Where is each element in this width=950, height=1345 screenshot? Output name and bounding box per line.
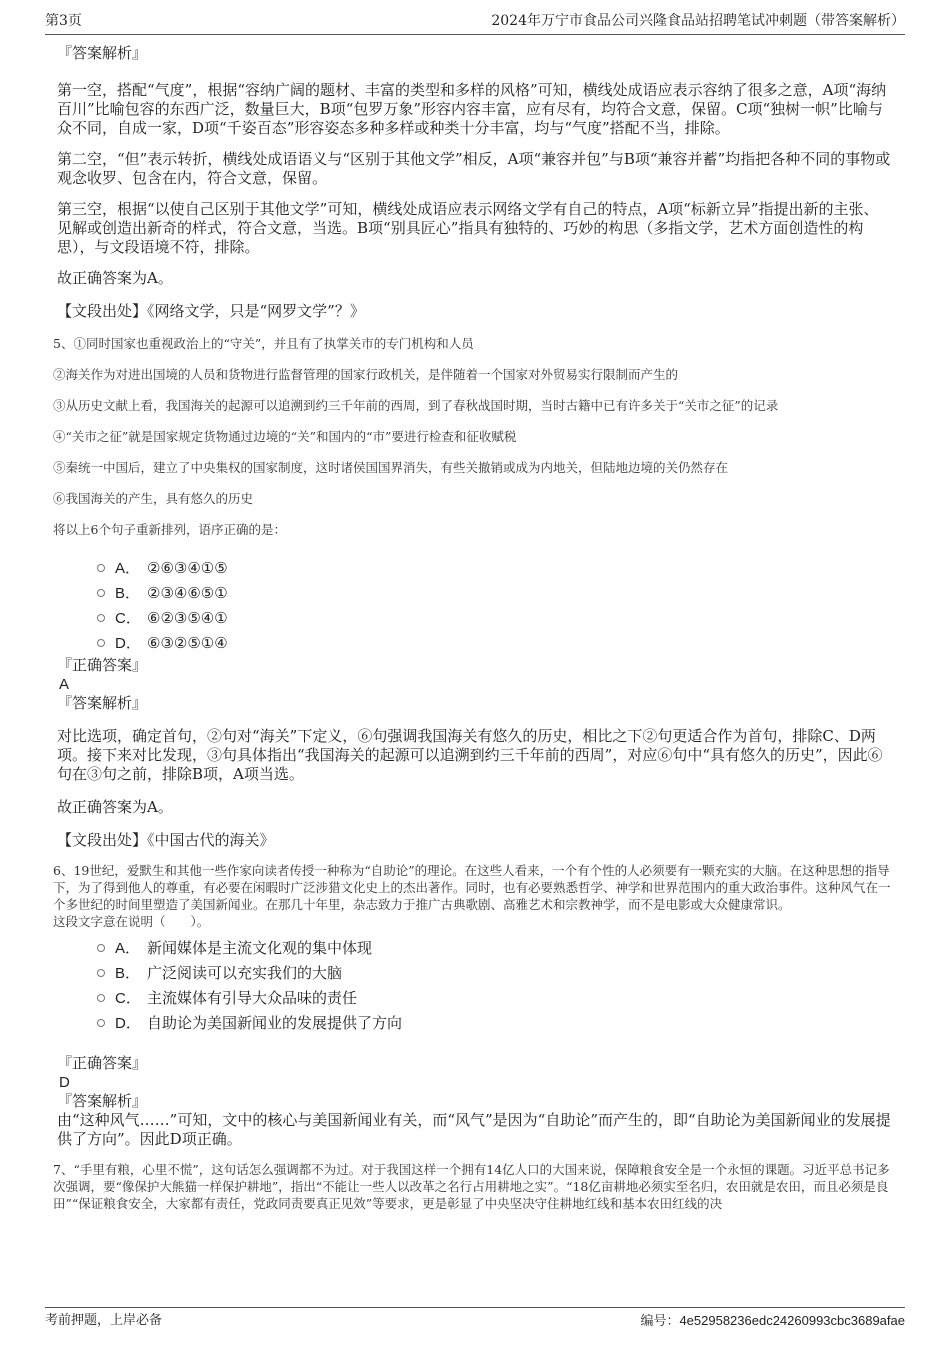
q5-analysis-heading: 『答案解析』: [57, 694, 148, 712]
q6-option-d[interactable]: D． 自助论为美国新闻业的发展提供了方向: [97, 1011, 893, 1036]
radio-icon[interactable]: [97, 944, 105, 952]
q6-option-c[interactable]: C． 主流媒体有引导大众品味的责任: [97, 986, 893, 1011]
q6-answer: D: [59, 1074, 70, 1091]
q5-analysis: 对比选项，确定首句，②句对“海关”下定义，⑥句强调我国海关有悠久的历史，相比之下②句更适合作为首句，排除C、D两项。接下来对比发现，③句具体指出“我国海关的起源可以追溯到约三千年前的西周”，对应⑥句中“具有悠久的历史”，因此⑥句在③句之前，排除B项，A项当选。: [57, 727, 883, 783]
q6-prompt: 这段文字意在说明（ ）。: [53, 914, 210, 929]
q4-source: 【文段出处】《网络文学，只是“网罗文学”？》: [57, 302, 365, 320]
q7-stem: 7、“手里有粮，心里不慌”，这句话怎么强调都不为过。对于我国这样一个拥有14亿人口的大国来说，保障粮食安全是一个永恒的课题。习近平总书记多次强调，要“像保护大熊猫一样保护耕地”，指出“不能让一些人以改革之名行占用耕地之实”。“18亿亩耕地必须实至名归，农田就是农田，而且必须是良田”“保证粮食安全，大家都有责任，党政同责要真正见效”等要求，更是彰显了中央坚决守住耕地红线和基本农田红线的决: [53, 1162, 890, 1211]
q5-sentence-3: ③从历史文献上看，我国海关的起源可以追溯到约三千年前的西周，到了春秋战国时期，当时古籍中已有许多关于“关市之征”的记录: [53, 398, 779, 413]
q5-option-b[interactable]: B． ②③④⑥⑤①: [97, 581, 893, 606]
radio-icon[interactable]: [97, 614, 105, 622]
document-title: 2024年万宁市食品公司兴隆食品站招聘笔试冲刺题（带答案解析）: [491, 13, 905, 29]
q6-question: [53, 862, 893, 930]
radio-icon[interactable]: [97, 969, 105, 977]
q5-question: [53, 335, 893, 538]
radio-icon[interactable]: [97, 994, 105, 1002]
q4-conclusion: 故正确答案为A。: [57, 269, 173, 287]
q4-analysis-para3: 第三空，根据“以使自己区别于其他文学”可知，横线处成语应表示网络文学有自己的特点，A项“标新立异”指提出新的主张、见解或创造出新奇的样式，符合文意，当选。B项“别具匠心”指具有独特的、巧妙的构思（多指文学，艺术方面创造性的构思），与文段语境不符，排除。: [57, 200, 879, 256]
q4-analysis-heading: 『答案解析』: [57, 44, 148, 62]
q6-stem: 6、19世纪，爱默生和其他一些作家向读者传授一种称为“自助论”的理论。在这些人看来，一个有个性的人必须要有一颗充实的大脑。在这种思想的指导下，为了得到他人的尊重，有必要在闲暇时广泛涉猎文化史上的杰出著作。同时，也有必要熟悉哲学、神学和世界范围内的重大政治事件。这种风气在一个多世纪的时间里塑造了美国新闻业。在那几十年里，杂志致力于推广古典歌剧、高雅艺术和宗教神学，而不是电影或大众健康常识。: [53, 863, 891, 912]
q6-option-b[interactable]: B． 广泛阅读可以充实我们的大脑: [97, 961, 893, 986]
footer-slogan: 考前押题，上岸必备: [45, 1313, 163, 1328]
q5-source: 【文段出处】《中国古代的海关》: [57, 831, 275, 849]
radio-icon[interactable]: [97, 589, 105, 597]
q6-analysis: 由“这种风气……”可知，文中的核心与美国新闻业有关，而“风气”是因为“自助论”而产生的，即“自助论为美国新闻业的发展提供了方向”。因此D项正确。: [57, 1111, 891, 1148]
q6-options: [57, 936, 893, 1036]
radio-icon[interactable]: [97, 1019, 105, 1027]
q5-prompt: 将以上6个句子重新排列，语序正确的是：: [53, 522, 286, 537]
q5-option-a[interactable]: A． ②⑥③④①⑤: [97, 556, 893, 581]
q5-sentence-1: 5、①同时国家也重视政治上的“守关”，并且有了执掌关市的专门机构和人员: [53, 336, 474, 351]
q5-answer: A: [59, 676, 70, 693]
q5-sentence-5: ⑤秦统一中国后，建立了中央集权的国家制度，这时诸侯国国界消失，有些关撤销或成为内地关，但陆地边境的关仍然存在: [53, 460, 729, 475]
q7-question: [53, 1161, 893, 1212]
q5-option-c[interactable]: C． ⑥②③⑤④①: [97, 606, 893, 631]
page-footer: [45, 1307, 905, 1336]
page-header: [45, 10, 905, 35]
q5-sentence-2: ②海关作为对进出国境的人员和货物进行监督管理的国家行政机关，是伴随着一个国家对外贸易实行限制而产生的: [53, 367, 679, 382]
q6-option-a[interactable]: A． 新闻媒体是主流文化观的集中体现: [97, 936, 893, 961]
q5-sentence-6: ⑥我国海关的产生，具有悠久的历史: [53, 491, 254, 506]
radio-icon[interactable]: [97, 564, 105, 572]
q6-analysis-heading: 『答案解析』: [57, 1092, 148, 1110]
q6-answer-heading: 『正确答案』: [57, 1054, 148, 1072]
page-number: 第3页: [45, 13, 82, 29]
radio-icon[interactable]: [97, 639, 105, 647]
q5-answer-heading: 『正确答案』: [57, 656, 148, 674]
document-code: 编号：4e52958236edc24260993cbc3689afae: [640, 1313, 905, 1328]
q5-option-d[interactable]: D． ⑥③②⑤①④: [97, 631, 893, 656]
q4-analysis-para2: 第二空，“但”表示转折，横线处成语语义与“区别于其他文学”相反，A项“兼容并包”与B项“兼容并蓄”均指把各种不同的事物或观念收罗、包含在内，符合文意，保留。: [57, 150, 891, 187]
q5-options: [57, 556, 893, 656]
page-content: [53, 44, 893, 1212]
q5-sentence-4: ④“关市之征”就是国家规定货物通过边境的“关”和国内的“市”要进行检查和征收赋税: [53, 429, 517, 444]
q5-conclusion: 故正确答案为A。: [57, 798, 173, 816]
q4-analysis-para1: 第一空，搭配“气度”，根据“容纳广阔的题材、丰富的类型和多样的风格”可知，横线处成语应表示容纳了很多之意，A项“海纳百川”比喻包容的东西广泛，数量巨大，B项“包罗万象”形容内容丰富，应有尽有，均符合文意，保留。C项“独树一帜”比喻与众不同，自成一家，D项“千姿百态”形容姿态多种多样或种类十分丰富，均与“气度”搭配不当，排除。: [57, 81, 887, 137]
